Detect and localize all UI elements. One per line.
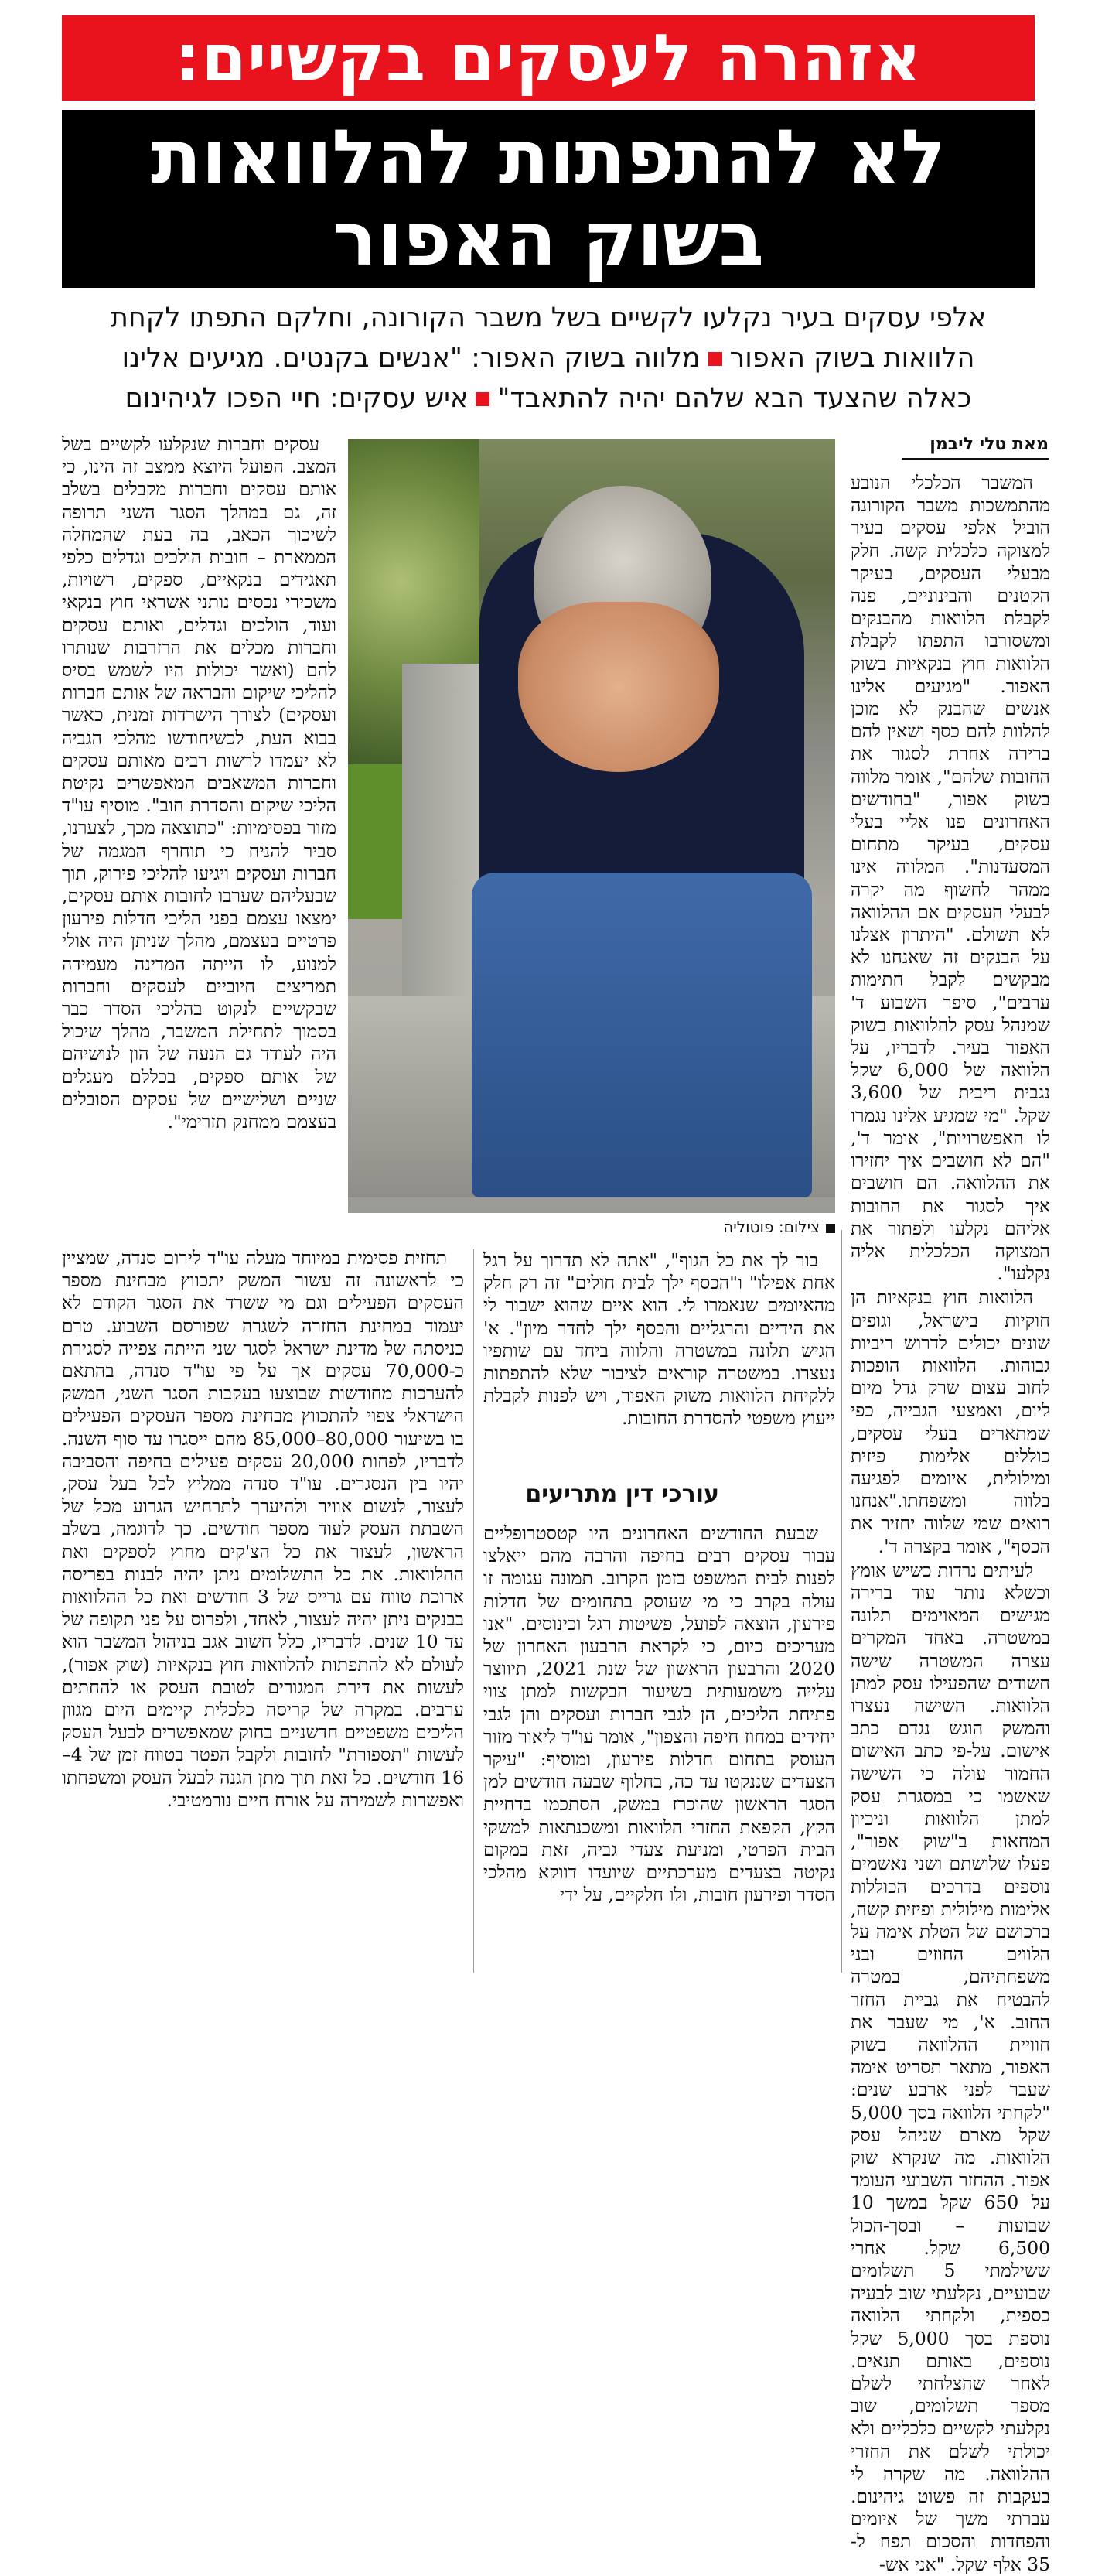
paragraph: עסקים וחברות שנקלעו לקשיים בשל המצב. הפועל היוצא ממצב זה הינו, כי אותם עסקים וחברות מקבלים בשלב זה, גם במהלך הסגר השני תרופה לשיכוך הכאב, בה בעת שהמחלה הממארת – חובות הולכים וגדלים כלפי תאגידים בנקאיים, ספקים, רשויות, משכירי נכסים נותני אשראי חוץ בנקאי ועוד, הולכים וגדלים, ואותם עסקים וחברות מכלים את הרזרבות שנותרו להם (ואשר יכולות היו לשמש בסיס להליכי שיקום והבראה של אותם חברות ועסקים) לצורך הישרדות זמנית, כאשר בבוא העת, לכשיחודשו מהלכי הגביה לא יעמדו לרשות רבים מאותם עסקים וחברות המשאבים המאפשרים נקיטת הליכי שיקום והסדרת חוב". מוסיף עו"ד מזור בפסימיות: "כתוצאה מכך, לצערנו, סביר להניח כי תוחרף המגמה של חברות ועסקים ויגיעו להליכי פירוק, תוך שבעליהם שערבו לחובות אותם עסקים, ימצאו עצמם בפני הליכי חדלות פירעון פרטיים בעצמם, מהלך שניתן היה אולי למנוע, לו הייתה המדינה מעמידה תמריצים חיוביים לעסקים וחברות שבקשיים לנקוט בהליכי הסדר כבר בסמוך לתחילת המשבר, מהלך שיכול היה לעודד גם הנעה של הון לנושיהם של אותם ספקים, בכללם מעגלים שניים ושלישיים של עסקים הסובלים בעצמם ממחנק תזרימי". bbox=[62, 433, 336, 1133]
paragraph: המשבר הכלכלי הנובע מהתמשכות משבר הקורונה הוביל אלפי עסקים בעיר למצוקה כלכלית קשה. חלק מבעלי העסקים, בעיקר הקטנים והבינוניים, פנה לקבלת הלוואות מהבנקים ומשסורבו התפתו לקבלת הלוואות חוץ בנקאיות בשוק האפור. "מגיעים אלינו אנשים שהבנק לא מוכן להלוות להם כסף ושאין להם ברירה אחרת לסגור את החובות שלהם", אומר מלווה בשוק אפור, "בחודשים האחרונים פנו אליי בעלי עסקים, בעיקר מתחום המסעדנות". המלווה אינו ממהר לחשוף מה יקרה לבעלי העסקים אם ההלוואה לא תשולם. "היתרון אצלנו על הבנקים זה שאנחנו לא מבקשים לקבל חתימות ערבים", סיפר השבוע ד' שמנהל עסק להלוואות בשוק האפור בעיר. לדבריו, על הלוואה של 6,000 שקל נגבית ריבית של 3,600 שקל. "מי שמגיע אלינו נגמרו לו האפשרויות", אומר ד', "הם לא חושבים איך יחזירו את ההלוואה. הם חושבים איך לסגור את החובות אליהם נקלעו ולפתור את המצוקה הכלכלית אליה נקלעו". bbox=[851, 472, 1050, 1285]
paragraph: תחזית פסימית במיוחד מעלה עו"ד לירום סנדה, שמציין כי לראשונה זה עשור המשק יתכווץ מבחינת מספר העסקים הפעילים וגם מי ששרד את הסגר הקודם לא יעמוד במחינת החזרה לשגרה שפורסם השבוע. טרם כניסתה של מדינת ישראל לסגר שני הייתה צפייה לסגירת כ-70,000 עסקים אך על פי עו"ד סנדה, בהתאם להערכות מחודשות שבוצעו בעקבות הסגר השני, המשק הישראלי צפוי להתכווץ מבחינת מספר העסקים הפעילים בו בשיעור 80,000–85,000 מהם ייסגרו עד סוף השנה. לדבריו, לפחות 20,000 עסקים פעילים בחיפה והסביבה יהיו בין הנסגרים. עו"ד סנדה ממליץ לכל בעל עסק, לעצור, לנשום אוויר ולהיערך לתרחיש הגרוע מכל של השבתת העסק לעוד מספר חודשים. כך לדוגמה, בשלב הראשון, לעצור את כל הצ'קים מחוץ לספקים ואת ההלוואות. את כל התשלומים ניתן יהיה לבנות בפריסה ארוכת טווח עם גרייס של 3 חודשים ואת כל ההלוואות בבנקים ניתן יהיה לעצור, לאחד, ולפרוס על פני תקופה של עד 10 שנים. לדבריו, כלל חשוב אגב בניהול המשבר הוא לעולם לא להתפתות להלוואות חוץ בנקאיות (שוק אפור), לעשות את דירת המגורים לטובת העסק או להחתים ערבים. במקרה של קריסה כלכלית קיימים היום מגוון הליכים משפטיים חדשניים בחוק שמאפשרים לבעל העסק לעשות "תספורת" לחובות ולקבל הפטר בטווח זמן של 4–16 חודשים. כל זאת תוך מתן הגנה לבעל העסק ומשפחתו ואפשרות לשמירה על אורח חיים נורמטיבי. bbox=[62, 1247, 464, 1811]
deck-line-3a: כאלה שהצעד הבא שלהם יהיה להתאבד" bbox=[497, 383, 972, 414]
deck-subheadline bbox=[62, 298, 1035, 419]
paragraph: לעיתים נרדות כשיש אומץ וכשלא נותר עוד ברירה מגישים המאוימים תלונה במשטרה. באחד המקרים עצרה המשטרה שישה חשודים שהפעילו עסק למתן הלוואות. השישה נעצרו והמשק הוגש נגדם כתב אישום. על-פי כתב האישום החמור עולה כי השישה שאשמו כי במסגרת עסק למתן הלוואות וניכיון המחאות ב"שוק אפור", פעלו שלושתם ושני נאשמים נוספים בדרכים הכוללות אלימות מילולית ופיזית קשה, ברכושם של הטלת אימה על הלווים החוזים ובני משפחתיהם, במטרה להבטיח את גביית החזר החוב. א', מי שעבר את חוויית ההלוואה בשוק האפור, מתאר תסריט אימה שעבר לפני ארבע שנים: "לקחתי הלוואה בסך 5,000 שקל מארם שניהל עסק הלוואות. מה שנקרא שוק אפור. ההחזר השבועי העומד על 650 שקל במשך 10 שבועות – ובסך-הכול 6,500 שקל. אחרי ששילמתי 5 תשלומים שבועיים, נקלעתי שוב לבעיה כספית, ולקחתי הלוואה נוספת בסך 5,000 שקל נוספים, באותם תנאים. לאחר שהצלחתי לשלם מספר תשלומים, שוב נקלעתי לקשיים כלכליים ולא יכולתי לשלם את החזרי ההלוואה. מה שקרה לי בעקבות זה פשוט גיהינום. עברתי משך של איומים והפחדות והסכום תפח ל- 35 אלף שקל. "אני אש- bbox=[851, 1559, 1050, 2575]
deck-line-3b: איש עסקים: חיי הפכו לגיהינום bbox=[125, 383, 469, 414]
article-column-right bbox=[851, 472, 1050, 2575]
kicker-banner: אזהרה לעסקים בקשיים: bbox=[62, 15, 1035, 101]
column-divider bbox=[473, 1249, 474, 1973]
headline-line-1: לא להתפתות להלוואות bbox=[150, 114, 947, 200]
headline bbox=[62, 110, 1035, 288]
article-column-middle-top bbox=[483, 1249, 835, 1497]
caption-square-icon bbox=[826, 1224, 835, 1233]
paragraph: בור לך את כל הגוף", "אתה לא תדרוך על רגל אחת אפילו" ו"הכסף ילך לבית חולים" זה רק חלק מהאיומים שנאמרו לי. הוא איים שהוא ישבור לי את הידיים והרגליים והכסף ילך לחדר מיון". א' הגיש תלונה במשטרה והלווה ביחד עם שותפיו נעצרו. במשטרה קוראים לציבור שלא להתפתות ללקיחת הלוואות משוק האפור, ויש לפנות לקבלת ייעוץ משפטי להסדרת החובות. bbox=[483, 1249, 835, 1430]
paragraph: הלוואות חוץ בנקאיות הן חוקיות בישראל, וגופים שונים יכולים לדרוש ריביות גבוהות. הלוואות הופכות לחוב עצום שרק גדל מיום ליום, ואמצעי הגבייה, כפי שמתארים בעלי עסקים, כוללים אלימות פיזית ומילולית, איומים לפגיעה בלווה ומשפחתו."אנחנו רואים שמי שלווה יחזיר את הכסף", אומר בקצרה ד'. bbox=[851, 1286, 1050, 1557]
photo-caption bbox=[348, 1213, 835, 1241]
red-square-bullet-icon bbox=[476, 392, 489, 406]
photo-distressed-man bbox=[348, 439, 835, 1213]
article-column-left-bottom bbox=[62, 1247, 464, 1974]
deck-line-3 bbox=[62, 378, 1035, 419]
byline: מאת טלי ליבמן bbox=[902, 433, 1049, 460]
subhead: עורכי דין מתריעים bbox=[525, 1481, 719, 1508]
paragraph: שבעת החודשים האחרונים היו קטסטרופליים עבור עסקים רבים בחיפה והרבה מהם ייאלצו לפנות לבית המשפט בזמן הקרוב. תמונה עגומה זו עולה בקרב כי מי שעוסק בתחומים של חדלות פירעון, הוצאה לפועל, פשיטות רגל וכינוסים. "אנו מעריכים כיום, כי לקראת הרבעון האחרון של 2020 והרבעון הראשון של שנת 2021, תיווצר עלייה משמעותית בשיעור הבקשות למתן צווי פתיחת הליכים, הן לגבי חברות ועסקים והן לגבי יחידים במחוז חיפה והצפון", אומר עו"ד ליאור מזור העוסק בתחום חדלות פירעון, ומוסיף: "עיקר הצעדים שננקטו עד כה, בחלוף שבעה חודשים למן הסגר הראשון שהוכרז במשק, הסתכמו בדחיית הקץ, הקפאת החזרי הלוואות ומשכנתאות למשקי הבית הפרטי, ומניעת צעדי גביה, זאת במקום נקיטה בצעדים מערכתיים שיועדו דווקא מהלכי הסדר ופירעון חובות, ולו חלקיים, על ידי bbox=[483, 1522, 836, 1906]
deck-line-1: אלפי עסקים בעיר נקלעו לקשיים בשל משבר הקורונה, וחלקם התפתו לקחת bbox=[110, 302, 987, 333]
red-square-bullet-icon bbox=[708, 352, 722, 366]
column-divider bbox=[841, 1230, 842, 1973]
photo-caption-text: צילום: פוטוליה bbox=[723, 1218, 820, 1236]
article-column-middle-bottom bbox=[483, 1522, 835, 1973]
deck-line-2 bbox=[62, 338, 1035, 378]
photo-jeans bbox=[472, 873, 812, 1197]
deck-line-2a: הלוואות בשוק האפור bbox=[729, 343, 975, 374]
photo-hands bbox=[518, 602, 719, 772]
article-column-left-top bbox=[62, 433, 336, 1242]
deck-line-2b: מלווה בשוק האפור: "אנשים בקנטים. מגיעים אלינו bbox=[121, 343, 701, 374]
headline-line-2: בשוק האפור bbox=[332, 196, 765, 282]
